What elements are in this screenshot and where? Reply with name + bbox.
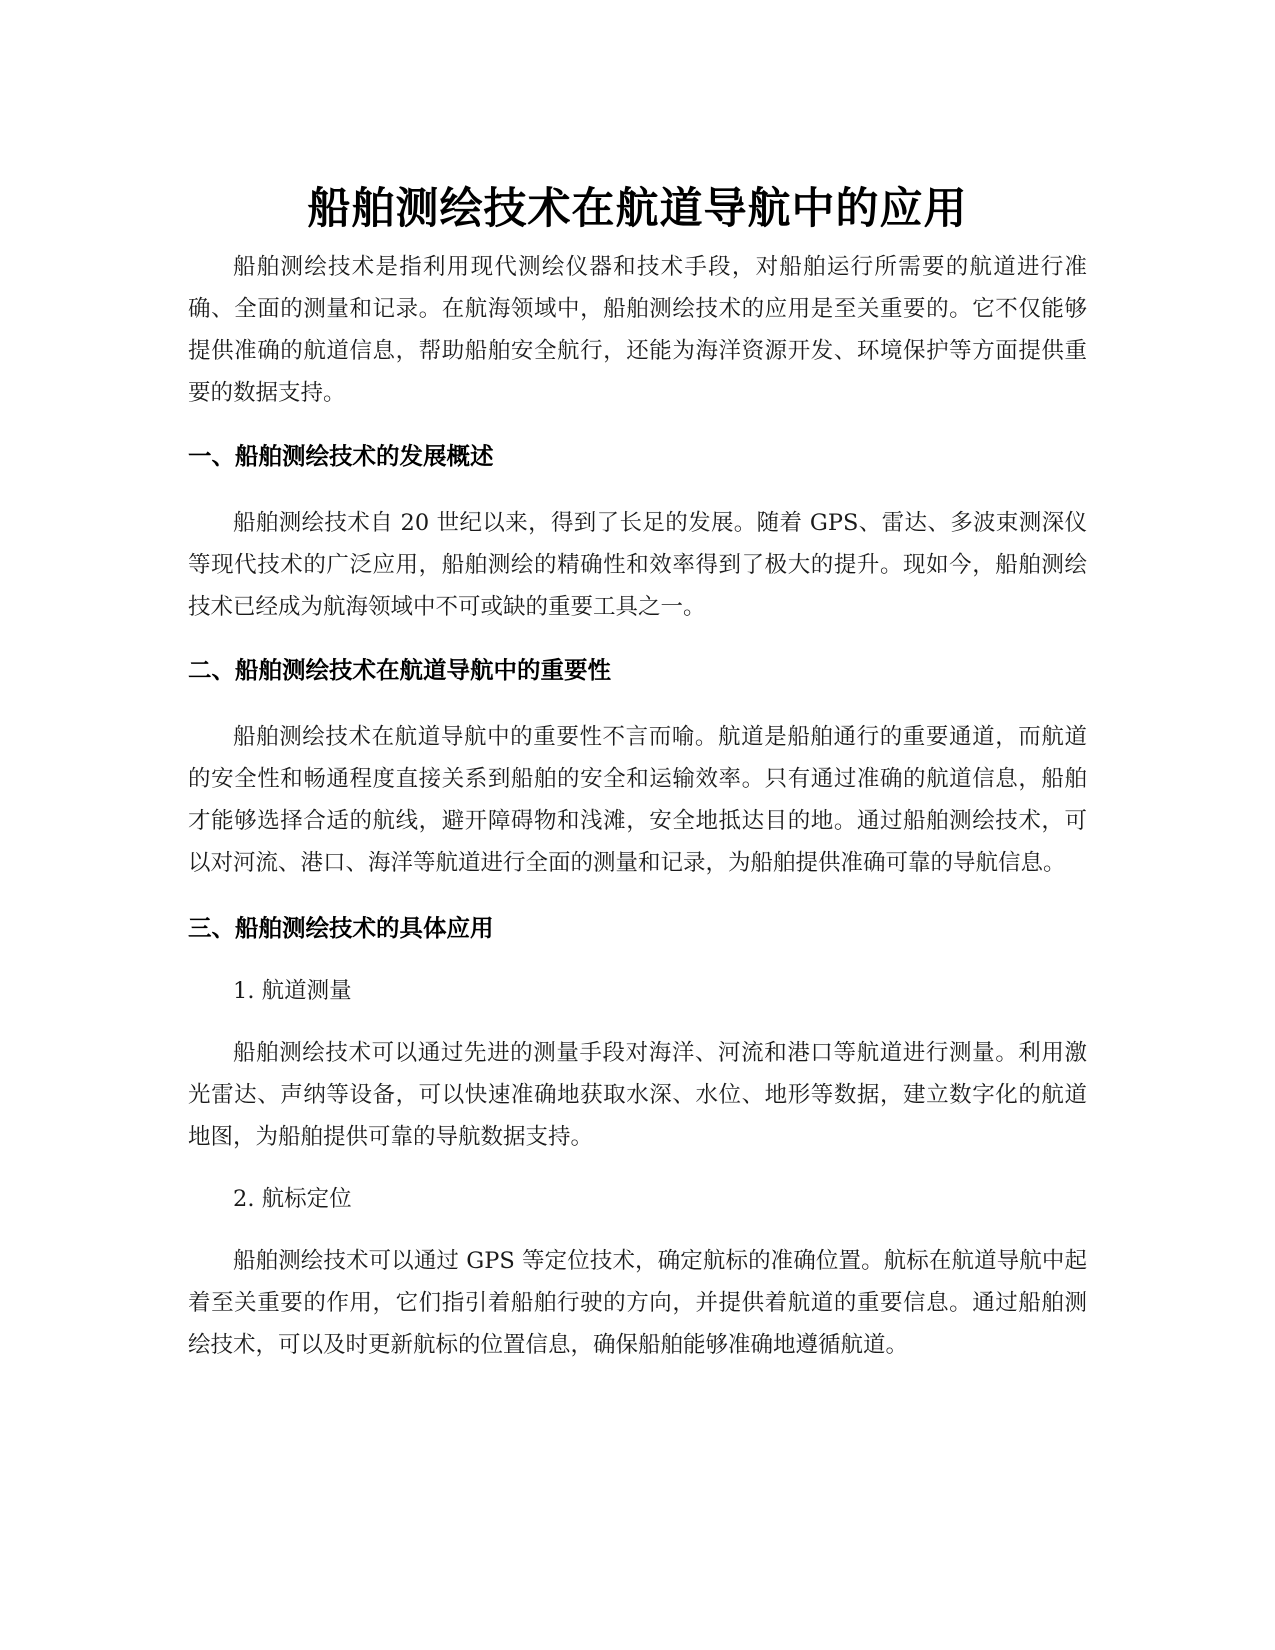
document-title: 船舶测绘技术在航道导航中的应用 <box>307 183 968 234</box>
subsection-paragraph-beacon-positioning: 船舶测绘技术可以通过 GPS 等定位技术，确定航标的准确位置。航标在航道导航中起着至关重要的作用，它们指引着船舶行驶的方向，并提供着航道的重要信息。通过船舶测绘技术，可以及时更新航标的位置信息，确保船舶能够准确地遵循航道。 <box>188 1248 1087 1358</box>
section-heading-applications: 三、船舶测绘技术的具体应用 <box>188 914 494 942</box>
subsection-title-beacon-positioning: 2. 航标定位 <box>233 1186 352 1212</box>
subsection-title-channel-survey: 1. 航道测量 <box>233 978 352 1004</box>
document-body <box>188 246 1087 1366</box>
section-heading-importance: 二、船舶测绘技术在航道导航中的重要性 <box>188 656 611 684</box>
subsection-paragraph-channel-survey: 船舶测绘技术可以通过先进的测量手段对海洋、河流和港口等航道进行测量。利用激光雷达、声纳等设备，可以快速准确地获取水深、水位、地形等数据，建立数字化的航道地图，为船舶提供可靠的导航数据支持。 <box>188 1040 1087 1150</box>
section-paragraph-overview: 船舶测绘技术自 20 世纪以来，得到了长足的发展。随着 GPS、雷达、多波束测深仪等现代技术的广泛应用，船舶测绘的精确性和效率得到了极大的提升。现如今，船舶测绘技术已经成为航海领域中不可或缺的重要工具之一。 <box>188 510 1087 620</box>
section-paragraph-importance: 船舶测绘技术在航道导航中的重要性不言而喻。航道是船舶通行的重要通道，而航道的安全性和畅通程度直接关系到船舶的安全和运输效率。只有通过准确的航道信息，船舶才能够选择合适的航线，避开障碍物和浅滩，安全地抵达目的地。通过船舶测绘技术，可以对河流、港口、海洋等航道进行全面的测量和记录，为船舶提供准确可靠的导航信息。 <box>188 724 1087 876</box>
intro-paragraph: 船舶测绘技术是指利用现代测绘仪器和技术手段，对船舶运行所需要的航道进行准确、全面的测量和记录。在航海领域中，船舶测绘技术的应用是至关重要的。它不仅能够提供准确的航道信息，帮助船舶安全航行，还能为海洋资源开发、环境保护等方面提供重要的数据支持。 <box>188 254 1087 406</box>
section-heading-overview: 一、船舶测绘技术的发展概述 <box>188 442 494 470</box>
